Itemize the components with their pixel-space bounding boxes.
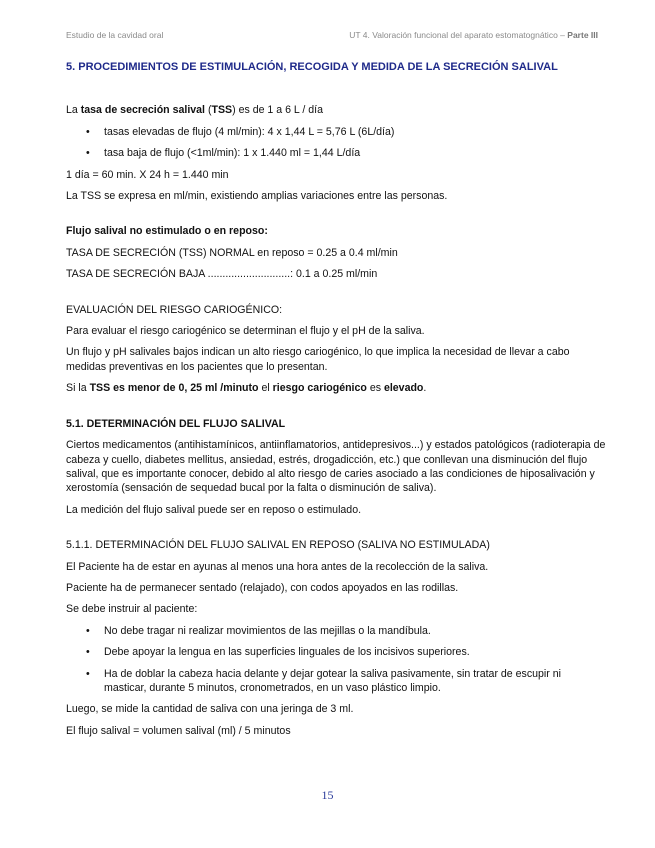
running-header-part: Parte III bbox=[567, 30, 598, 40]
running-header-left: Estudio de la cavidad oral bbox=[66, 30, 164, 40]
sub-p4: Luego, se mide la cantidad de saliva con una jeringa de 3 ml. bbox=[66, 703, 354, 716]
riesgo-text: Si la bbox=[66, 382, 90, 395]
page-body bbox=[66, 60, 606, 745]
sub-p3: Se debe instruir al paciente: bbox=[66, 603, 198, 616]
sub-p2: Paciente ha de permanecer sentado (relajado), con codos apoyados en las rodillas. bbox=[66, 581, 459, 594]
tss-list bbox=[66, 125, 606, 161]
tss-normal: TASA DE SECRECIÓN (TSS) NORMAL en reposo = 0.25 a 0.4 ml/min bbox=[66, 246, 398, 259]
riesgo-p1: Para evaluar el riesgo cariogénico se determinan el flujo y el pH de la saliva. bbox=[66, 325, 425, 338]
spacer bbox=[66, 403, 606, 417]
running-header-right-text: UT 4. Valoración funcional del aparato estomatognático – bbox=[349, 30, 565, 40]
sub-p1: El Paciente ha de estar en ayunas al menos una hora antes de la recolección de la saliva. bbox=[66, 560, 489, 573]
list-item: • tasas elevadas de flujo (4 ml/min): 4 x 1,44 L = 5,76 L (6L/día) bbox=[66, 125, 606, 139]
section-title: 5. PROCEDIMIENTOS DE ESTIMULACIÓN, RECOGIDA Y MEDIDA DE LA SECRECIÓN SALIVAL bbox=[66, 61, 558, 73]
day-calc: 1 día = 60 min. X 24 h = 1.440 min bbox=[66, 168, 229, 181]
instructions-list bbox=[66, 624, 606, 696]
tss-intro-text: ) es de 1 a 6 L / día bbox=[232, 104, 323, 117]
riesgo-bold: elevado bbox=[383, 382, 424, 395]
riesgo-p2: Un flujo y pH salivales bajos indican un alto riesgo cariogénico, lo que implica la necesidad de llevar a cabo medidas preventivas en los pacientes que lo presentan. bbox=[66, 346, 570, 373]
sub-p5: El flujo salival = volumen salival (ml) / 5 minutos bbox=[66, 724, 291, 737]
reposo-heading: Flujo salival no estimulado o en reposo: bbox=[66, 225, 268, 238]
spacer bbox=[66, 210, 606, 224]
tss-intro-text: La bbox=[66, 104, 81, 117]
list-item: • Debe apoyar la lengua en las superficies linguales de los incisivos superiores. bbox=[66, 645, 606, 659]
riesgo-heading: EVALUACIÓN DEL RIESGO CARIOGÉNICO: bbox=[66, 303, 283, 316]
flujo-heading: 5.1. DETERMINACIÓN DEL FLUJO SALIVAL bbox=[66, 417, 286, 430]
tss-intro-text: ( bbox=[205, 104, 212, 117]
riesgo-text: es bbox=[366, 382, 384, 395]
riesgo-bold: riesgo cariogénico bbox=[272, 382, 367, 395]
spacer bbox=[66, 524, 606, 538]
tss-term: tasa de secreción salival bbox=[80, 104, 205, 117]
flujo-p2: La medición del flujo salival puede ser en reposo o estimulado. bbox=[66, 503, 362, 516]
running-header-right bbox=[349, 30, 598, 40]
riesgo-text: . bbox=[423, 382, 427, 395]
spacer bbox=[66, 289, 606, 303]
flujo-p1: Ciertos medicamentos (antihistamínicos, antiinflamatorios, antidepresivos...) y estados patológicos (radioterapia de cabeza y cuello, diabetes mellitus, ansiedad, estrés, drogadicción, etc.) que conllevan una disminución del flujo salival, que es importante conocer, debido al alto riesgo de caries asociado a las condiciones de hiposalivación y xerostomía (sensación de sequedad bucal por la falta o disminución de saliva). bbox=[66, 439, 606, 495]
tss-abbrev: TSS bbox=[211, 104, 233, 117]
sub-heading: 5.1.1. DETERMINACIÓN DEL FLUJO SALIVAL EN REPOSO (SALIVA NO ESTIMULADA) bbox=[66, 539, 490, 552]
riesgo-bold: TSS es menor de 0, 25 ml /minuto bbox=[89, 382, 259, 395]
riesgo-text: el bbox=[258, 382, 273, 395]
list-item: • tasa baja de flujo (<1ml/min): 1 x 1.440 ml = 1,44 L/día bbox=[66, 146, 606, 160]
riesgo-p3 bbox=[66, 381, 606, 395]
tss-expresa: La TSS se expresa en ml/min, existiendo amplias variaciones entre las personas. bbox=[66, 190, 448, 203]
list-item: • Ha de doblar la cabeza hacia delante y dejar gotear la saliva pasivamente, sin tratar de escupir ni masticar, durante 5 minutos, cronometrados, en un vaso plástico limpio. bbox=[66, 667, 606, 696]
page-number: 15 bbox=[321, 788, 334, 802]
list-item: • No debe tragar ni realizar movimientos de las mejillas o la mandíbula. bbox=[66, 624, 606, 638]
tss-intro bbox=[66, 103, 606, 117]
tss-baja: TASA DE SECRECIÓN BAJA ............................: 0.1 a 0.25 ml/min bbox=[66, 268, 378, 281]
